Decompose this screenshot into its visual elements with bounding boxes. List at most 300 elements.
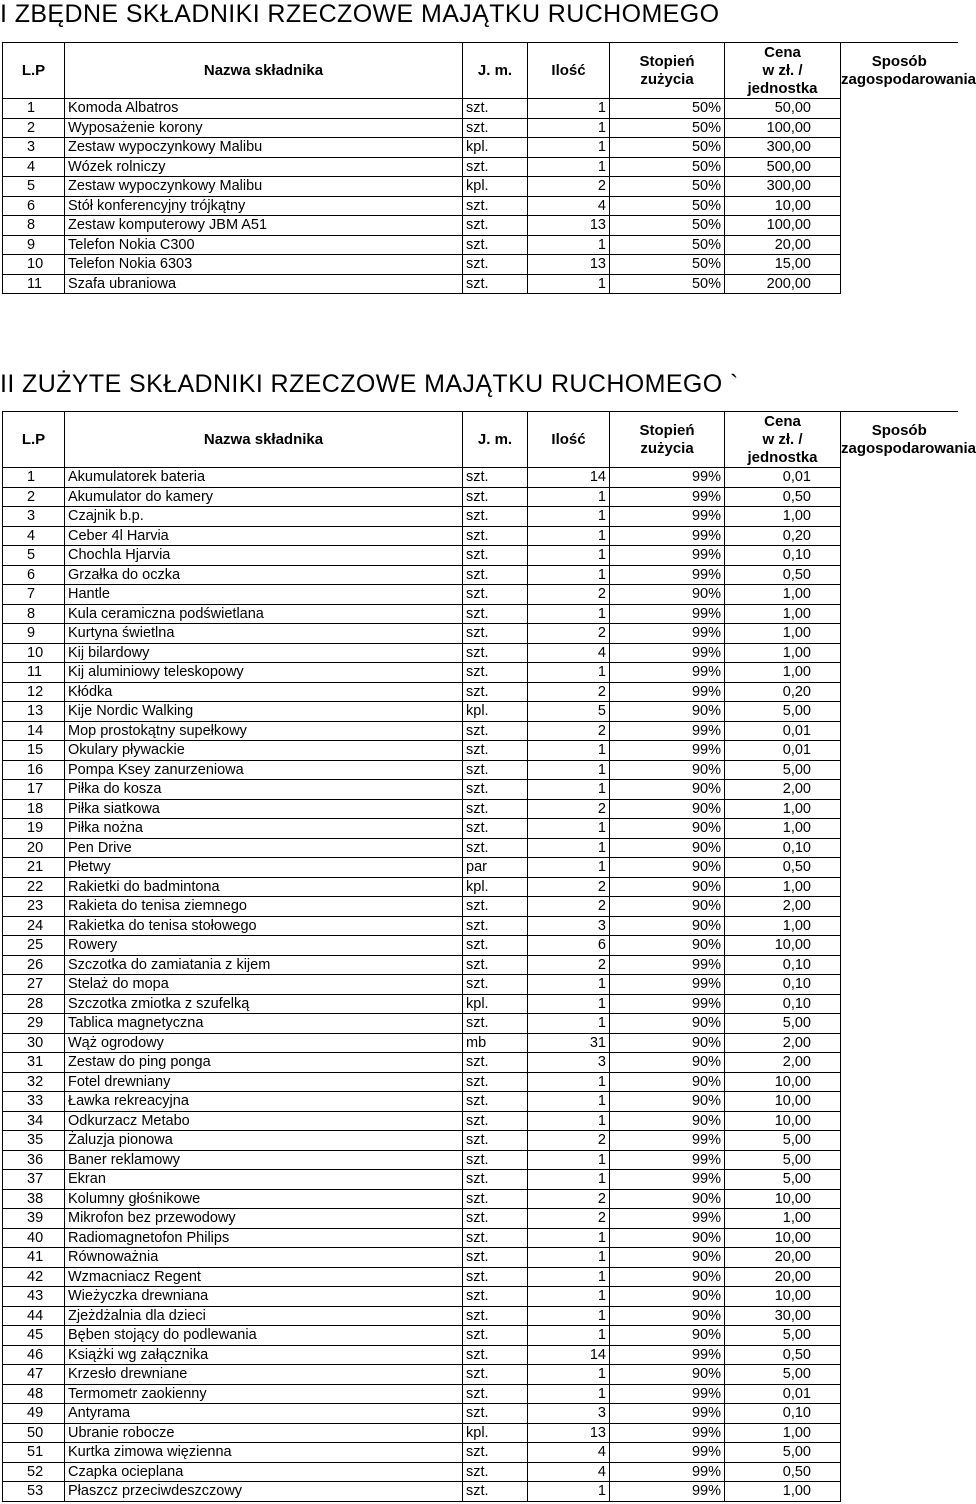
cell-name: Komoda Albatros	[65, 99, 463, 119]
cell-name: Hantle	[65, 585, 463, 605]
cell-disposal	[841, 1404, 958, 1424]
cell-quantity: 1	[528, 741, 610, 761]
cell-disposal	[841, 994, 958, 1014]
cell-name: Chochla Hjarvia	[65, 546, 463, 566]
cell-quantity: 1	[528, 1482, 610, 1502]
cell-disposal	[841, 1306, 958, 1326]
cell-unit: szt.	[463, 468, 528, 488]
cell-quantity: 13	[528, 1423, 610, 1443]
table-row	[3, 1462, 958, 1482]
cell-unit: szt.	[463, 975, 528, 995]
cell-lp: 5	[3, 546, 65, 566]
cell-unit: szt.	[463, 643, 528, 663]
cell-quantity: 1	[528, 819, 610, 839]
cell-wear: 50%	[610, 99, 725, 119]
table-row	[3, 741, 958, 761]
table-row	[3, 1443, 958, 1463]
cell-wear: 90%	[610, 799, 725, 819]
cell-name: Zestaw komputerowy JBM A51	[65, 216, 463, 236]
cell-disposal	[841, 624, 958, 644]
cell-price: 100,00	[725, 216, 841, 236]
cell-unit: par	[463, 858, 528, 878]
table-row	[3, 1248, 958, 1268]
cell-price: 5,00	[725, 1170, 841, 1190]
cell-wear: 99%	[610, 741, 725, 761]
cell-name: Rakietki do badmintona	[65, 877, 463, 897]
cell-wear: 99%	[610, 1384, 725, 1404]
cell-disposal	[841, 936, 958, 956]
cell-price: 10,00	[725, 1189, 841, 1209]
table-row	[3, 975, 958, 995]
cell-unit: szt.	[463, 1462, 528, 1482]
cell-wear: 50%	[610, 138, 725, 158]
cell-quantity: 1	[528, 975, 610, 995]
cell-name: Kij aluminiowy teleskopowy	[65, 663, 463, 683]
cell-wear: 99%	[610, 1131, 725, 1151]
cell-unit: szt.	[463, 1131, 528, 1151]
cell-name: Mop prostokątny supełkowy	[65, 721, 463, 741]
cell-lp: 12	[3, 682, 65, 702]
header-disposal-line: zagospodarowania	[841, 439, 976, 457]
cell-lp: 32	[3, 1072, 65, 1092]
cell-lp: 40	[3, 1228, 65, 1248]
table-row	[3, 1170, 958, 1190]
cell-wear: 90%	[610, 916, 725, 936]
cell-lp: 1	[3, 99, 65, 119]
cell-quantity: 2	[528, 799, 610, 819]
cell-quantity: 4	[528, 1462, 610, 1482]
cell-name: Termometr zaokienny	[65, 1384, 463, 1404]
cell-quantity: 1	[528, 157, 610, 177]
cell-disposal	[841, 682, 958, 702]
cell-lp: 26	[3, 955, 65, 975]
table-row	[3, 1072, 958, 1092]
table-row	[3, 1306, 958, 1326]
cell-lp: 2	[3, 487, 65, 507]
header-unit: J. m.	[463, 412, 528, 468]
table-row	[3, 604, 958, 624]
cell-unit: szt.	[463, 1170, 528, 1190]
cell-lp: 5	[3, 177, 65, 197]
cell-lp: 22	[3, 877, 65, 897]
cell-lp: 2	[3, 118, 65, 138]
cell-price: 1,00	[725, 663, 841, 683]
cell-quantity: 1	[528, 487, 610, 507]
cell-lp: 8	[3, 216, 65, 236]
cell-wear: 99%	[610, 604, 725, 624]
cell-price: 0,10	[725, 994, 841, 1014]
cell-unit: szt.	[463, 1443, 528, 1463]
cell-lp: 11	[3, 274, 65, 294]
cell-price: 15,00	[725, 255, 841, 275]
cell-price: 1,00	[725, 916, 841, 936]
cell-disposal	[841, 1111, 958, 1131]
cell-quantity: 1	[528, 1150, 610, 1170]
cell-wear: 99%	[610, 526, 725, 546]
table-row	[3, 1326, 958, 1346]
cell-unit: szt.	[463, 838, 528, 858]
cell-quantity: 1	[528, 1384, 610, 1404]
cell-unit: kpl.	[463, 138, 528, 158]
table-row	[3, 1423, 958, 1443]
cell-lp: 21	[3, 858, 65, 878]
cell-unit: szt.	[463, 99, 528, 119]
cell-unit: kpl.	[463, 1423, 528, 1443]
header-price-line: Cena	[764, 412, 801, 430]
cell-wear: 50%	[610, 216, 725, 236]
table-row	[3, 799, 958, 819]
cell-lp: 45	[3, 1326, 65, 1346]
cell-name: Kij bilardowy	[65, 643, 463, 663]
cell-quantity: 1	[528, 1014, 610, 1034]
cell-price: 1,00	[725, 1423, 841, 1443]
table-row	[3, 235, 958, 255]
cell-unit: szt.	[463, 1326, 528, 1346]
cell-quantity: 4	[528, 1443, 610, 1463]
cell-unit: szt.	[463, 235, 528, 255]
cell-disposal	[841, 526, 958, 546]
cell-disposal	[841, 1150, 958, 1170]
cell-disposal	[841, 1365, 958, 1385]
cell-lp: 44	[3, 1306, 65, 1326]
cell-name: Stelaż do mopa	[65, 975, 463, 995]
cell-wear: 50%	[610, 255, 725, 275]
cell-lp: 29	[3, 1014, 65, 1034]
cell-unit: szt.	[463, 682, 528, 702]
header-quantity: Ilość	[528, 43, 610, 99]
cell-lp: 10	[3, 255, 65, 275]
table-row	[3, 255, 958, 275]
cell-disposal	[841, 799, 958, 819]
table-row	[3, 177, 958, 197]
cell-name: Zestaw wypoczynkowy Malibu	[65, 177, 463, 197]
cell-price: 0,10	[725, 838, 841, 858]
cell-unit: szt.	[463, 1482, 528, 1502]
table-row	[3, 585, 958, 605]
cell-disposal	[841, 702, 958, 722]
cell-price: 500,00	[725, 157, 841, 177]
cell-wear: 90%	[610, 1267, 725, 1287]
cell-wear: 99%	[610, 487, 725, 507]
cell-quantity: 1	[528, 604, 610, 624]
cell-wear: 99%	[610, 721, 725, 741]
header-price-line: w zł. /	[762, 61, 803, 79]
cell-quantity: 2	[528, 177, 610, 197]
cell-lp: 13	[3, 702, 65, 722]
cell-unit: szt.	[463, 255, 528, 275]
cell-disposal	[841, 1423, 958, 1443]
cell-lp: 49	[3, 1404, 65, 1424]
cell-name: Grzałka do oczka	[65, 565, 463, 585]
cell-quantity: 1	[528, 1111, 610, 1131]
cell-wear: 50%	[610, 196, 725, 216]
cell-lp: 6	[3, 565, 65, 585]
cell-unit: szt.	[463, 196, 528, 216]
cell-lp: 48	[3, 1384, 65, 1404]
cell-wear: 99%	[610, 1209, 725, 1229]
cell-price: 0,10	[725, 1404, 841, 1424]
cell-unit: szt.	[463, 1345, 528, 1365]
cell-quantity: 2	[528, 624, 610, 644]
cell-disposal	[841, 1189, 958, 1209]
cell-wear: 90%	[610, 819, 725, 839]
cell-lp: 10	[3, 643, 65, 663]
cell-unit: kpl.	[463, 877, 528, 897]
cell-disposal	[841, 565, 958, 585]
table-row	[3, 526, 958, 546]
table-row	[3, 1033, 958, 1053]
table-row	[3, 118, 958, 138]
cell-unit: szt.	[463, 274, 528, 294]
cell-name: Pen Drive	[65, 838, 463, 858]
cell-disposal	[841, 546, 958, 566]
table-row	[3, 1404, 958, 1424]
cell-quantity: 1	[528, 1287, 610, 1307]
cell-price: 5,00	[725, 1150, 841, 1170]
cell-lp: 4	[3, 526, 65, 546]
cell-name: Antyrama	[65, 1404, 463, 1424]
cell-price: 300,00	[725, 177, 841, 197]
cell-lp: 43	[3, 1287, 65, 1307]
cell-disposal	[841, 1326, 958, 1346]
cell-wear: 90%	[610, 1033, 725, 1053]
cell-name: Ceber 4l Harvia	[65, 526, 463, 546]
cell-name: Fotel drewniany	[65, 1072, 463, 1092]
cell-name: Rakieta do tenisa ziemnego	[65, 897, 463, 917]
cell-quantity: 1	[528, 858, 610, 878]
cell-wear: 99%	[610, 682, 725, 702]
cell-price: 300,00	[725, 138, 841, 158]
cell-price: 1,00	[725, 604, 841, 624]
cell-lp: 18	[3, 799, 65, 819]
table-row	[3, 643, 958, 663]
cell-lp: 11	[3, 663, 65, 683]
table-row	[3, 565, 958, 585]
table-row	[3, 1189, 958, 1209]
cell-name: Kurtyna świetlna	[65, 624, 463, 644]
cell-name: Ekran	[65, 1170, 463, 1190]
header-disposal	[841, 412, 976, 468]
cell-price: 1,00	[725, 1209, 841, 1229]
table-row	[3, 936, 958, 956]
cell-lp: 52	[3, 1462, 65, 1482]
cell-wear: 90%	[610, 1248, 725, 1268]
cell-lp: 17	[3, 780, 65, 800]
cell-disposal	[841, 1228, 958, 1248]
cell-name: Zestaw do ping ponga	[65, 1053, 463, 1073]
cell-price: 1,00	[725, 643, 841, 663]
cell-disposal	[841, 877, 958, 897]
cell-name: Tablica magnetyczna	[65, 1014, 463, 1034]
table-row	[3, 994, 958, 1014]
cell-unit: szt.	[463, 1306, 528, 1326]
cell-name: Ławka rekreacyjna	[65, 1092, 463, 1112]
cell-lp: 28	[3, 994, 65, 1014]
cell-price: 50,00	[725, 99, 841, 119]
cell-name: Odkurzacz Metabo	[65, 1111, 463, 1131]
table-row	[3, 1384, 958, 1404]
cell-disposal	[841, 118, 958, 138]
cell-unit: szt.	[463, 741, 528, 761]
cell-lp: 42	[3, 1267, 65, 1287]
cell-name: Rakietka do tenisa stołowego	[65, 916, 463, 936]
cell-unit: kpl.	[463, 702, 528, 722]
cell-wear: 99%	[610, 565, 725, 585]
cell-wear: 99%	[610, 1404, 725, 1424]
cell-wear: 99%	[610, 1443, 725, 1463]
cell-disposal	[841, 138, 958, 158]
cell-quantity: 3	[528, 916, 610, 936]
cell-quantity: 2	[528, 682, 610, 702]
cell-name: Szczotka do zamiatania z kijem	[65, 955, 463, 975]
table-row	[3, 838, 958, 858]
cell-disposal	[841, 604, 958, 624]
cell-wear: 90%	[610, 1189, 725, 1209]
cell-wear: 90%	[610, 1072, 725, 1092]
cell-wear: 99%	[610, 1482, 725, 1502]
table-row	[3, 1053, 958, 1073]
table-row	[3, 196, 958, 216]
cell-name: Mikrofon bez przewodowy	[65, 1209, 463, 1229]
cell-price: 10,00	[725, 1228, 841, 1248]
cell-name: Piłka siatkowa	[65, 799, 463, 819]
cell-quantity: 4	[528, 196, 610, 216]
cell-disposal	[841, 858, 958, 878]
cell-lp: 9	[3, 624, 65, 644]
cell-name: Akumulator do kamery	[65, 487, 463, 507]
cell-price: 1,00	[725, 585, 841, 605]
cell-price: 0,50	[725, 858, 841, 878]
cell-quantity: 5	[528, 702, 610, 722]
table-row	[3, 138, 958, 158]
cell-disposal	[841, 1131, 958, 1151]
table-row	[3, 877, 958, 897]
cell-name: Równoważnia	[65, 1248, 463, 1268]
cell-disposal	[841, 916, 958, 936]
cell-disposal	[841, 819, 958, 839]
cell-quantity: 1	[528, 507, 610, 527]
cell-quantity: 1	[528, 99, 610, 119]
cell-lp: 25	[3, 936, 65, 956]
cell-quantity: 31	[528, 1033, 610, 1053]
cell-unit: szt.	[463, 157, 528, 177]
cell-name: Kurtka zimowa więzienna	[65, 1443, 463, 1463]
table-row	[3, 1482, 958, 1502]
cell-lp: 39	[3, 1209, 65, 1229]
cell-unit: szt.	[463, 507, 528, 527]
cell-wear: 90%	[610, 702, 725, 722]
cell-price: 0,10	[725, 955, 841, 975]
cell-unit: szt.	[463, 1014, 528, 1034]
cell-disposal	[841, 955, 958, 975]
cell-wear: 99%	[610, 1150, 725, 1170]
cell-price: 10,00	[725, 196, 841, 216]
cell-wear: 90%	[610, 936, 725, 956]
table-row	[3, 721, 958, 741]
cell-unit: szt.	[463, 216, 528, 236]
cell-name: Czajnik b.p.	[65, 507, 463, 527]
cell-price: 1,00	[725, 819, 841, 839]
cell-wear: 50%	[610, 274, 725, 294]
cell-disposal	[841, 196, 958, 216]
cell-price: 1,00	[725, 624, 841, 644]
cell-wear: 50%	[610, 177, 725, 197]
cell-lp: 34	[3, 1111, 65, 1131]
cell-price: 2,00	[725, 1053, 841, 1073]
cell-name: Wzmacniacz Regent	[65, 1267, 463, 1287]
cell-name: Piłka nożna	[65, 819, 463, 839]
table-row	[3, 99, 958, 119]
cell-name: Radiomagnetofon Philips	[65, 1228, 463, 1248]
cell-lp: 14	[3, 721, 65, 741]
cell-quantity: 2	[528, 1209, 610, 1229]
cell-price: 100,00	[725, 118, 841, 138]
cell-quantity: 1	[528, 526, 610, 546]
cell-quantity: 2	[528, 955, 610, 975]
cell-quantity: 2	[528, 1131, 610, 1151]
header-price-line: Cena	[764, 43, 801, 61]
cell-unit: szt.	[463, 487, 528, 507]
cell-unit: szt.	[463, 1092, 528, 1112]
cell-unit: szt.	[463, 799, 528, 819]
cell-wear: 99%	[610, 663, 725, 683]
cell-price: 20,00	[725, 235, 841, 255]
table-row	[3, 216, 958, 236]
cell-lp: 47	[3, 1365, 65, 1385]
header-price	[725, 412, 841, 468]
cell-disposal	[841, 507, 958, 527]
table-row	[3, 274, 958, 294]
cell-disposal	[841, 177, 958, 197]
cell-quantity: 3	[528, 1404, 610, 1424]
cell-unit: szt.	[463, 936, 528, 956]
cell-name: Stół konferencyjny trójkątny	[65, 196, 463, 216]
cell-price: 0,20	[725, 526, 841, 546]
cell-name: Płetwy	[65, 858, 463, 878]
cell-price: 0,10	[725, 546, 841, 566]
header-price-line: jednostka	[747, 448, 818, 466]
table-row	[3, 487, 958, 507]
cell-quantity: 1	[528, 1228, 610, 1248]
cell-name: Okulary pływackie	[65, 741, 463, 761]
cell-unit: szt.	[463, 1228, 528, 1248]
section-title-zuzyte: II ZUŻYTE SKŁADNIKI RZECZOWE MAJĄTKU RUCHOMEGO `	[0, 370, 739, 398]
cell-disposal	[841, 1462, 958, 1482]
cell-wear: 90%	[610, 897, 725, 917]
cell-disposal	[841, 1248, 958, 1268]
cell-name: Szczotka zmiotka z szufelką	[65, 994, 463, 1014]
cell-name: Szafa ubraniowa	[65, 274, 463, 294]
cell-price: 0,01	[725, 1384, 841, 1404]
cell-disposal	[841, 838, 958, 858]
cell-price: 0,10	[725, 975, 841, 995]
header-row	[3, 43, 958, 99]
cell-disposal	[841, 1443, 958, 1463]
cell-name: Telefon Nokia C300	[65, 235, 463, 255]
cell-disposal	[841, 663, 958, 683]
header-disposal-line: zagospodarowania	[841, 70, 976, 88]
cell-price: 0,01	[725, 741, 841, 761]
header-disposal-line: Sposób	[871, 421, 927, 439]
cell-quantity: 1	[528, 1248, 610, 1268]
cell-quantity: 1	[528, 1306, 610, 1326]
cell-price: 20,00	[725, 1248, 841, 1268]
cell-name: Zjeżdżalnia dla dzieci	[65, 1306, 463, 1326]
cell-name: Wyposażenie korony	[65, 118, 463, 138]
table-row	[3, 546, 958, 566]
cell-disposal	[841, 1033, 958, 1053]
table-row	[3, 1092, 958, 1112]
